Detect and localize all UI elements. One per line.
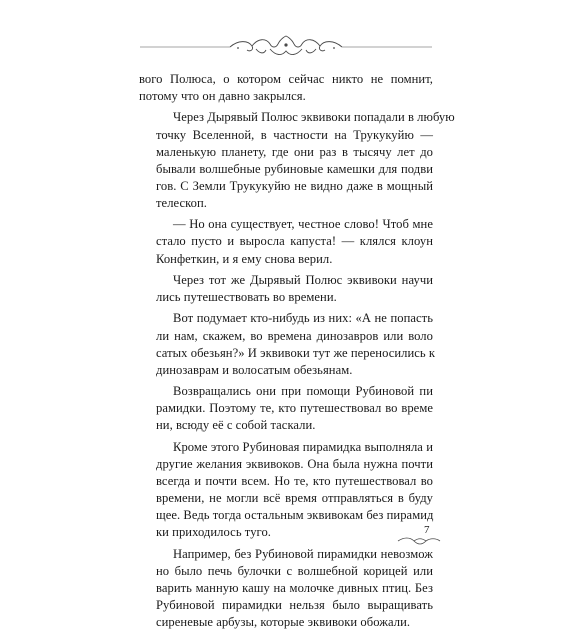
text-line: другие желания эквивоков. Она была нужна почти: [156, 456, 433, 471]
text-line: — Но она существует, честное слово! Чтоб мне: [173, 217, 433, 232]
text-line: ли нам, скажем, во времена динозавров или воло: [156, 328, 433, 343]
text-line: сиреневые арбузы, которые эквивоки обожали.: [156, 614, 411, 629]
paragraph: [139, 216, 433, 267]
text-line: рамидки. Поэтому те, кто путешествовал во време: [156, 401, 433, 416]
text-line: ки приходилось туго.: [156, 525, 271, 540]
text-line: гов. С Земли Трукукуйю не видно даже в мощный: [156, 178, 433, 193]
text-line: варить манную кашу на молочке дивных птиц. Без: [156, 580, 433, 595]
text-line: бывали волшебные рубиновые камешки для подви: [156, 161, 433, 176]
text-line: Конфеткин, и я ему снова верил.: [156, 251, 333, 266]
text-line: ни, всюду её с собой таскали.: [156, 418, 316, 433]
text-line: сатых обезьян?» И эквивоки тут же переносились к: [156, 345, 436, 360]
paragraph: [139, 71, 433, 105]
paragraph: [139, 109, 455, 212]
text-line: щее. Ведь тогда остальным эквивокам без пирамид: [156, 508, 434, 523]
text-line: Кроме этого Рубиновая пирамидка выполняла и: [173, 439, 433, 454]
text-line: телескоп.: [156, 195, 207, 210]
text-line: Например, без Рубиновой пирамидки невозмож: [173, 546, 433, 561]
text-line: времени, не могли всё время отправляться в буду: [156, 490, 433, 505]
page-number: 7: [424, 524, 430, 536]
text-line: лись путешествовать во времени.: [156, 290, 337, 305]
text-line: динозаврам и волосатым обезьянам.: [156, 362, 353, 377]
page-number-flourish: [396, 536, 442, 546]
body-text: [139, 71, 455, 635]
text-line: маленькую планету, где они раз в тысячу лет до: [156, 144, 433, 159]
text-line: точку Вселенной, в частности на Трукукуйю —: [156, 127, 433, 142]
text-line: потому что он давно закрылся.: [139, 89, 306, 104]
paragraph: [139, 383, 433, 434]
paragraph: [139, 310, 436, 378]
paragraph: [139, 439, 433, 542]
text-line: Через тот же Дырявый Полюс эквивоки научи: [173, 272, 433, 287]
text-line: но было печь булочки с волшебной корицей или: [156, 563, 433, 578]
text-line: вого Полюса, о котором сейчас никто не помнит,: [139, 72, 433, 86]
text-line: Вот подумает кто-нибудь из них: «А не попасть: [173, 311, 433, 326]
paragraph: [139, 272, 433, 306]
text-line: Через Дырявый Полюс эквивоки попадали в любую: [173, 110, 455, 125]
text-line: Рубиновой пирамидки нельзя было выращивать: [156, 597, 433, 612]
text-line: всегда и почти всем. Но те, кто путешествовал во: [156, 473, 433, 488]
text-line: Возвращались они при помощи Рубиновой пи: [173, 384, 433, 399]
text-line: стало пусто и выросла капуста! — клялся клоун: [156, 234, 433, 249]
paragraph: [139, 546, 433, 631]
top-ornament-flourish: [138, 34, 434, 60]
